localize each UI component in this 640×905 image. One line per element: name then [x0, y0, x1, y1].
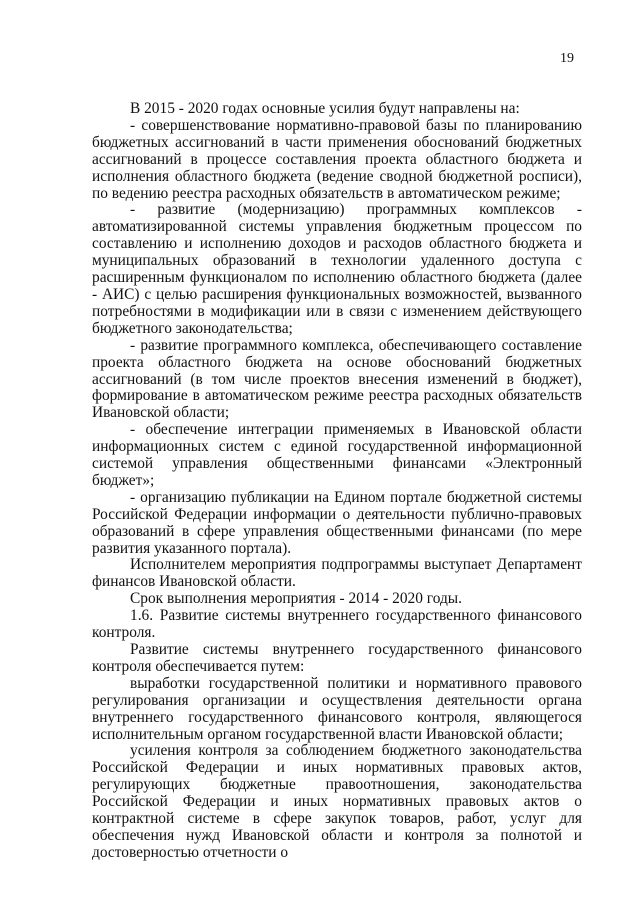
- paragraph-item-software-complexes: - развитие (модернизацию) программных комплексов - автоматизированной системы управления бюджетным процессом по составлению и исполнению доходов и расходов областного бюджета и муниципальных образований в технологии удаленного доступа с расширенным функционалом по исполнению областного бюджета (далее - АИС) с целью расширения функциональных возможностей, вызванного потребностями в модификации или в связи с изменением действующего бюджетного законодательства;: [92, 201, 582, 337]
- paragraph-policy-development: выработки государственной политики и нормативного правового регулирования организации и осуществления деятельности органа внутреннего государственного финансового контроля, являющегося исполнительным органом государственной власти Ивановской области;: [92, 674, 582, 743]
- paragraph-control-means: Развитие системы внутреннего государственного финансового контроля обеспечивается путем:: [92, 641, 582, 675]
- paragraph-item-publication: - организацию публикации на Едином портале бюджетной системы Российской Федерации информации о деятельности публично-правовых образований в сфере управления общественными финансами (по мере развития указанного портала).: [92, 488, 582, 557]
- paragraph-item-regulatory-base: - совершенствование нормативно-правовой базы по планированию бюджетных ассигнований в части применения обоснований бюджетных ассигнований в процессе составления проекта областного бюджета и исполнения областного бюджета (ведение сводной бюджетной росписи), по ведению реестра расходных обязательств в автоматическом режиме;: [92, 116, 582, 202]
- paragraph-executor: Исполнителем мероприятия подпрограммы выступает Департамент финансов Ивановской области.: [92, 556, 582, 591]
- paragraph-intro: В 2015 - 2020 годах основные усилия будут направлены на:: [130, 100, 520, 117]
- section-heading-1-6: 1.6. Развитие системы внутреннего государственного финансового контроля.: [92, 607, 582, 642]
- paragraph-deadline: Срок выполнения мероприятия - 2014 - 2020 годы.: [130, 590, 462, 608]
- paragraph-control-strengthening: усиления контроля за соблюдением бюджетного законодательства Российской Федерации и иных нормативных правовых актов, регулирующих бюджетные правоотношения, законодательства Российской Федерации и иных нормативных правовых актов о контрактной системе в сфере закупок товаров, работ, услуг для обеспечения нужд Ивановской области и контроля за полнотой и достоверностью отчетности о: [92, 742, 582, 861]
- document-body: [92, 101, 582, 862]
- page-number: 19: [560, 51, 574, 66]
- paragraph-item-budget-program: - развитие программного комплекса, обеспечивающего составление проекта областного бюджета на основе обоснований бюджетных ассигнований (в том числе проектов внесения изменений в бюджет), формирование в автоматическом режиме реестра расходных обязательств Ивановской области;: [92, 336, 582, 422]
- paragraph-item-integration: - обеспечение интеграции применяемых в Ивановской области информационных систем с единой государственной информационной системой управления общественными финансами «Электронный бюджет»;: [92, 421, 582, 489]
